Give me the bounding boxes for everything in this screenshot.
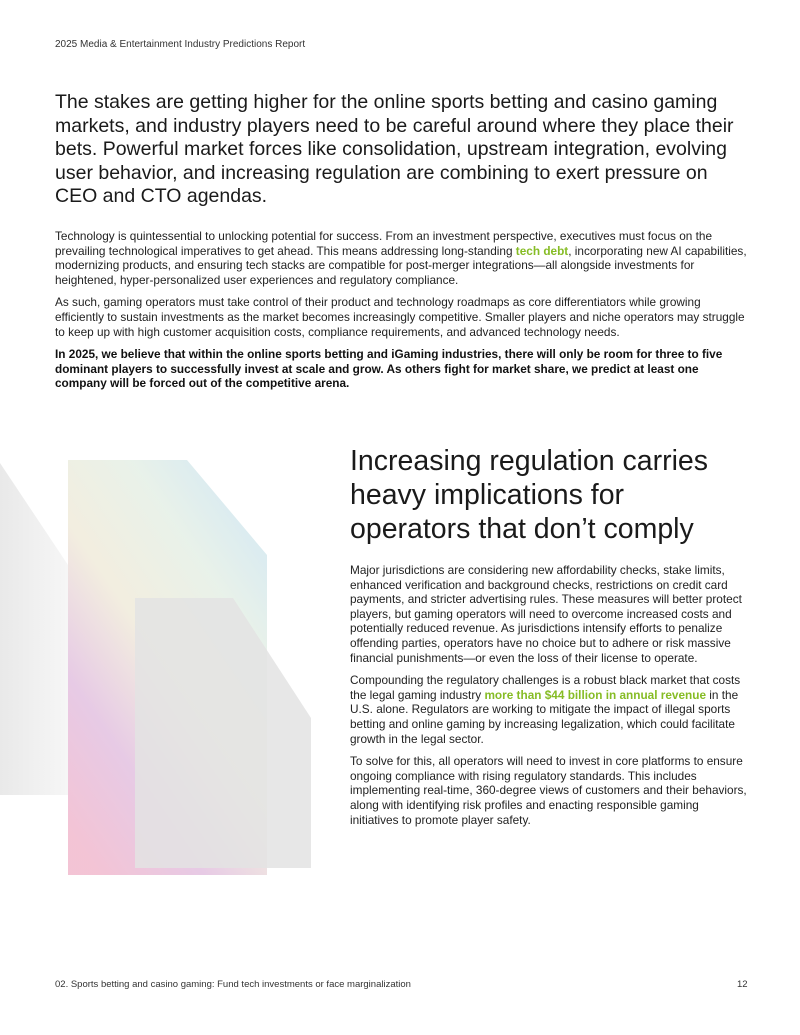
section-p2-text-start: Compounding the regulatory challenges is a robust black market that costs the legal gaming industry	[350, 673, 741, 702]
decorative-gradient-art	[0, 455, 320, 875]
lead-statement: The stakes are getting higher for the online sports betting and casino gaming markets, and industry players need to be careful around where they place their bets. Powerful market forces like consolidation, upstream integration, evolving user behavior, and increasing regulation are combining to exert pressure on CEO and CTO agendas.	[55, 91, 734, 207]
section-p2-text-end: in the U.S. alone. Regulators are working to mitigate the impact of illegal sports betting and online gaming by increasing legalization, which could facilitate growth in the legal sector.	[350, 687, 739, 746]
intro-section	[55, 229, 750, 399]
black-market-revenue-link[interactable]: more than $44 billion in annual revenue	[484, 687, 707, 702]
prediction-statement: In 2025, we believe that within the online sports betting and iGaming industries, there will only be room for three to five dominant players to successfully invest at scale and grow. As others fight for market share, we predict at least one company will be forced out of the competitive arena.	[55, 347, 723, 391]
page-number: 12	[737, 979, 748, 990]
intro-paragraph-1	[55, 229, 750, 287]
running-header: 2025 Media & Entertainment Industry Predictions Report	[55, 39, 306, 50]
tech-debt-link[interactable]: tech debt	[515, 243, 569, 258]
section-body	[350, 563, 750, 835]
section-paragraph-3: To solve for this, all operators will need to invest in core platforms to ensure ongoing compliance with rising regulatory standards. This includes implementing real-time, 360-degree views of customers and their behaviors, along with identifying risk profiles and enacting responsible gaming initiatives to promote player safety.	[350, 754, 747, 827]
section-paragraph-1: Major jurisdictions are considering new affordability checks, stake limits, enhanced verification and background checks, restrictions on credit card payments, and stricter advertising rules. These measures will better protect players, but gaming operators will need to overcome increased costs and potentially reduced revenue. As jurisdictions intensify efforts to penalize offending parties, operators have no choice but to adhere or risk massive financial punishments—or even the loss of their license to operate.	[350, 563, 742, 665]
footer-chapter-title: 02. Sports betting and casino gaming: Fund tech investments or face marginalization	[55, 979, 411, 990]
section-paragraph-2	[350, 673, 750, 746]
left-gray-shape	[0, 463, 68, 795]
section-title: Increasing regulation carries heavy implications for operators that don’t comply	[350, 445, 709, 545]
intro-paragraph-2: As such, gaming operators must take control of their product and technology roadmaps as core differentiators while growing efficiently to sustain investments as the market becomes increasingly competitive. Smaller players and niche operators may struggle to keep up with high customer acquisition costs, compliance requirements, and advanced technology needs.	[55, 295, 745, 339]
intro-p1-text-end: , incorporating new AI capabilities, modernizing products, and ensuring tech stacks are compatible for post-merger integrations—all alongside investments for heightened, hyper-personalized user experiences and regulatory compliance.	[55, 243, 747, 287]
intro-p1-text-start: Technology is quintessential to unlocking potential for success. From an investment perspective, executives must focus on the prevailing technological imperatives to get ahead. This means addressing long-standing	[55, 229, 713, 258]
right-gray-shape	[135, 598, 311, 868]
